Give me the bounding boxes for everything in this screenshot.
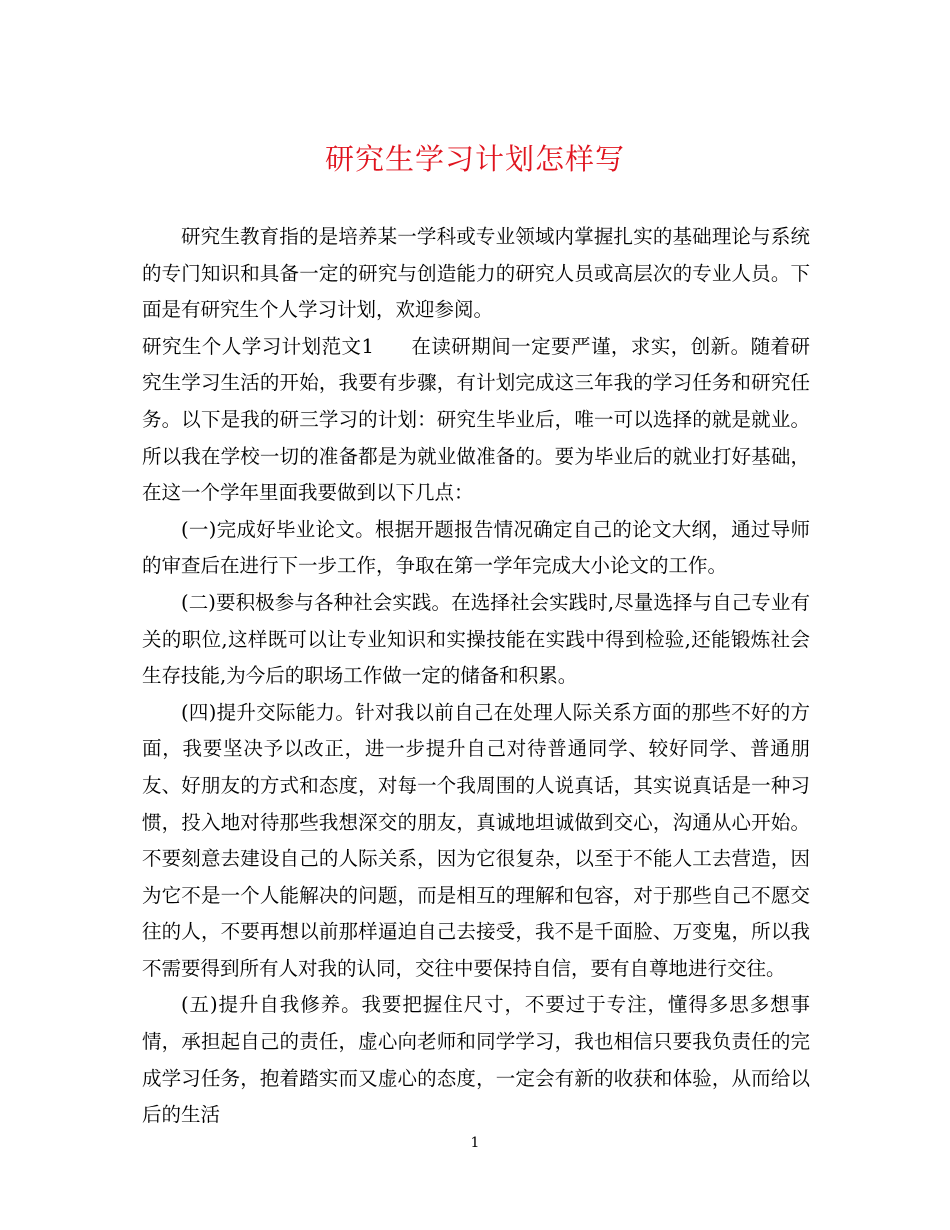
item-paragraph-4: (四)提升交际能力。针对我以前自己在处理人际关系方面的那些不好的方面，我要坚决予以改正，进一步提升自己对待普通同学、较好同学、普通朋友、好朋友的方式和态度，对每一个我周围的人说真话，其实说真话是一种习惯，投入地对待那些我想深交的朋友，真诚地坦诚做到交心，沟通从心开始。不要刻意去建设自己的人际关系，因为它很复杂，以至于不能人工去营造，因为它不是一个人能解决的问题，而是相互的理解和包容，对于那些自己不愿交往的人，不要再想以前那样逼迫自己去接受，我不是千面脸、万变鬼，所以我不需要得到所有人对我的认同，交往中要保持自信，要有自尊地进行交往。 xyxy=(142,700,810,980)
intro-paragraph: 研究生教育指的是培养某一学科或专业领域内掌握扎实的基础理论与系统的专门知识和具备一定的研究与创造能力的研究人员或高层次的专业人员。下面是有研究生个人学习计划，欢迎参阅。 xyxy=(142,225,810,322)
item-paragraph-2: (二)要积极参与各种社会实践。在选择社会实践时,尽量选择与自己专业有关的职位,这样既可以让专业知识和实操技能在实践中得到检验,还能锻炼社会生存技能,为今后的职场工作做一定的储备和积累。 xyxy=(142,590,810,688)
page-number: 1 xyxy=(470,1135,480,1151)
document-title: 研究生学习计划怎样写 xyxy=(324,142,625,176)
item-paragraph-5: (五)提升自我修养。我要把握住尺寸，不要过于专注，懂得多思多想事情，承担起自己的责任，虚心向老师和同学学习，我也相信只要我负责任的完成学习任务，抱着踏实而又虚心的态度，一定会有新的收获和体验，从而给以后的生活 xyxy=(142,993,810,1127)
sample-paragraph xyxy=(142,329,810,512)
document-body xyxy=(142,219,810,1134)
sample-label: 研究生个人学习计划范文1 xyxy=(142,334,374,358)
sample-text: 在读研期间一定要严谨，求实，创新。随着研究生学习生活的开始，我要有步骤，有计划完成这三年我的学习任务和研究任务。以下是我的研三学习的计划：研究生毕业后，唯一可以选择的就是就业。所以我在学校一切的准备都是为就业做准备的。要为毕业后的就业打好基础，在这一个学年里面我要做到以下几点： xyxy=(142,334,810,505)
item-paragraph-1: (一)完成好毕业论文。根据开题报告情况确定自己的论文大纲，通过导师的审查后在进行下一步工作，争取在第一学年完成大小论文的工作。 xyxy=(142,517,810,578)
